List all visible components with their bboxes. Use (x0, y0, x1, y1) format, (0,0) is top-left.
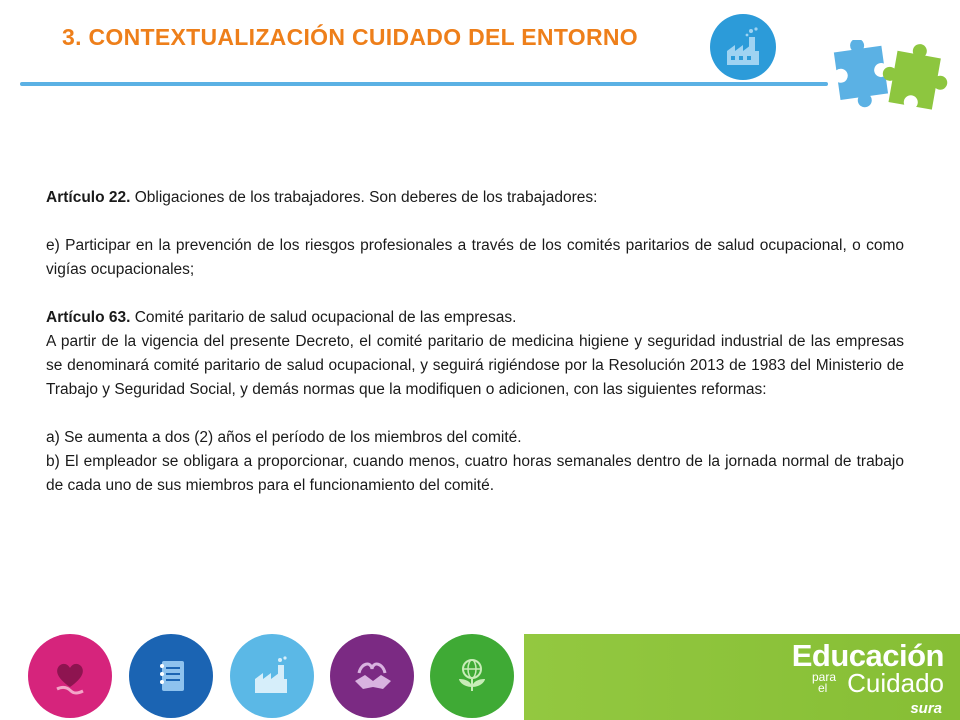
item-b: b) El empleador se obligara a proporcionar, cuando menos, cuatro horas semanales dentro de la jornada normal de trabajo de cada uno de sus miembros para el funcionamiento del comité. (46, 453, 904, 494)
brand-para: para el (812, 670, 837, 695)
sura-logo: sura (910, 700, 942, 717)
notebook-icon (129, 634, 213, 718)
puzzle-pieces-icon (828, 40, 950, 122)
factory-icon (710, 14, 776, 80)
article-22-item-e: e) Participar en la prevención de los riesgos profesionales a través de los comités paritarios de salud ocupacional, o como vigías ocupacionales; (46, 237, 904, 278)
footer-factory-icon (230, 634, 314, 718)
article-63-text: Comité paritario de salud ocupacional de las empresas. (130, 309, 517, 326)
handshake-icon (330, 634, 414, 718)
article-22-heading: Artículo 22. (46, 189, 131, 206)
page-title: 3. CONTEXTUALIZACIÓN CUIDADO DEL ENTORNO (62, 24, 638, 50)
document-body (46, 186, 904, 498)
heart-hand-icon (28, 634, 112, 718)
article-63-paragraph: A partir de la vigencia del presente Decreto, el comité paritario de medicina higiene y seguridad industrial de las empresas se denominará comité paritario de salud ocupacional, y seguirá rigiéndose por la Resolución 2013 de 1983 del Ministerio de Trabajo y Seguridad Social, y demás normas que la modifiquen o adicionen, con las siguientes reformas: (46, 333, 904, 398)
footer-icon-row (0, 634, 520, 720)
item-a: a) Se aumenta a dos (2) años el período de los miembros del comité. (46, 429, 522, 446)
globe-plant-icon (430, 634, 514, 718)
article-22-line (46, 186, 904, 210)
brand-banner (524, 634, 960, 720)
article-63-heading: Artículo 63. (46, 309, 131, 326)
brand-name: Educación (791, 638, 944, 673)
article-63-line (46, 306, 904, 330)
title-underline (20, 82, 828, 86)
article-22-text: Obligaciones de los trabajadores. Son deberes de los trabajadores: (130, 189, 598, 206)
brand-cuidado: Cuidado (847, 668, 944, 698)
